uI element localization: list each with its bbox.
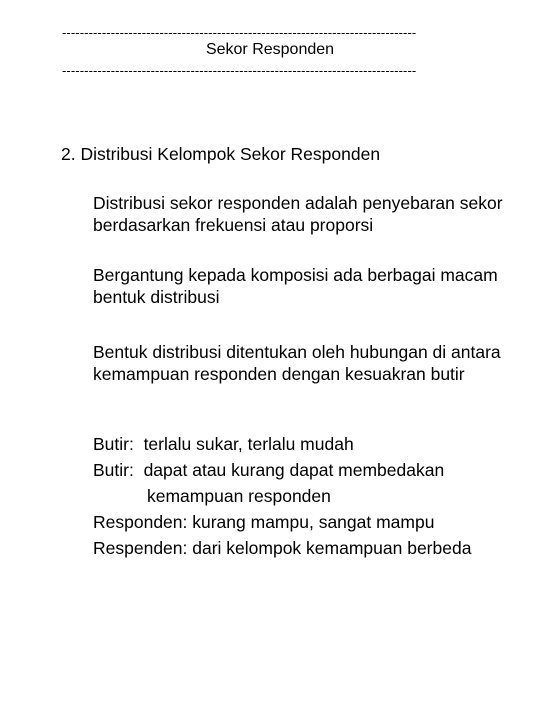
list-item: Butir: dapat atau kurang dapat membedakan bbox=[93, 460, 445, 480]
page-header-title: Sekor Responden bbox=[205, 41, 335, 58]
factor-list bbox=[93, 431, 523, 561]
list-item: Respenden: dari kelompok kemampuan berbeda bbox=[93, 538, 472, 558]
header-rule-bottom: -------------------------------------------------------------------------------- bbox=[62, 64, 417, 77]
paragraph-determinant: Bentuk distribusi ditentukan oleh hubungan di antara kemampuan responden dengan kesuakran butir bbox=[93, 342, 501, 384]
list-item: Butir: terlalu sukar, terlalu mudah bbox=[93, 434, 354, 454]
section-heading: 2. Distribusi Kelompok Sekor Responden bbox=[61, 144, 381, 164]
list-item-continuation: kemampuan responden bbox=[147, 486, 331, 506]
list-item: Responden: kurang mampu, sangat mampu bbox=[93, 512, 435, 532]
paragraph-composition: Bergantung kepada komposisi ada berbagai macam bentuk distribusi bbox=[93, 265, 498, 307]
paragraph-definition: Distribusi sekor responden adalah penyebaran sekor berdasarkan frekuensi atau proporsi bbox=[93, 193, 503, 235]
header-rule-top: -------------------------------------------------------------------------------- bbox=[62, 26, 417, 39]
